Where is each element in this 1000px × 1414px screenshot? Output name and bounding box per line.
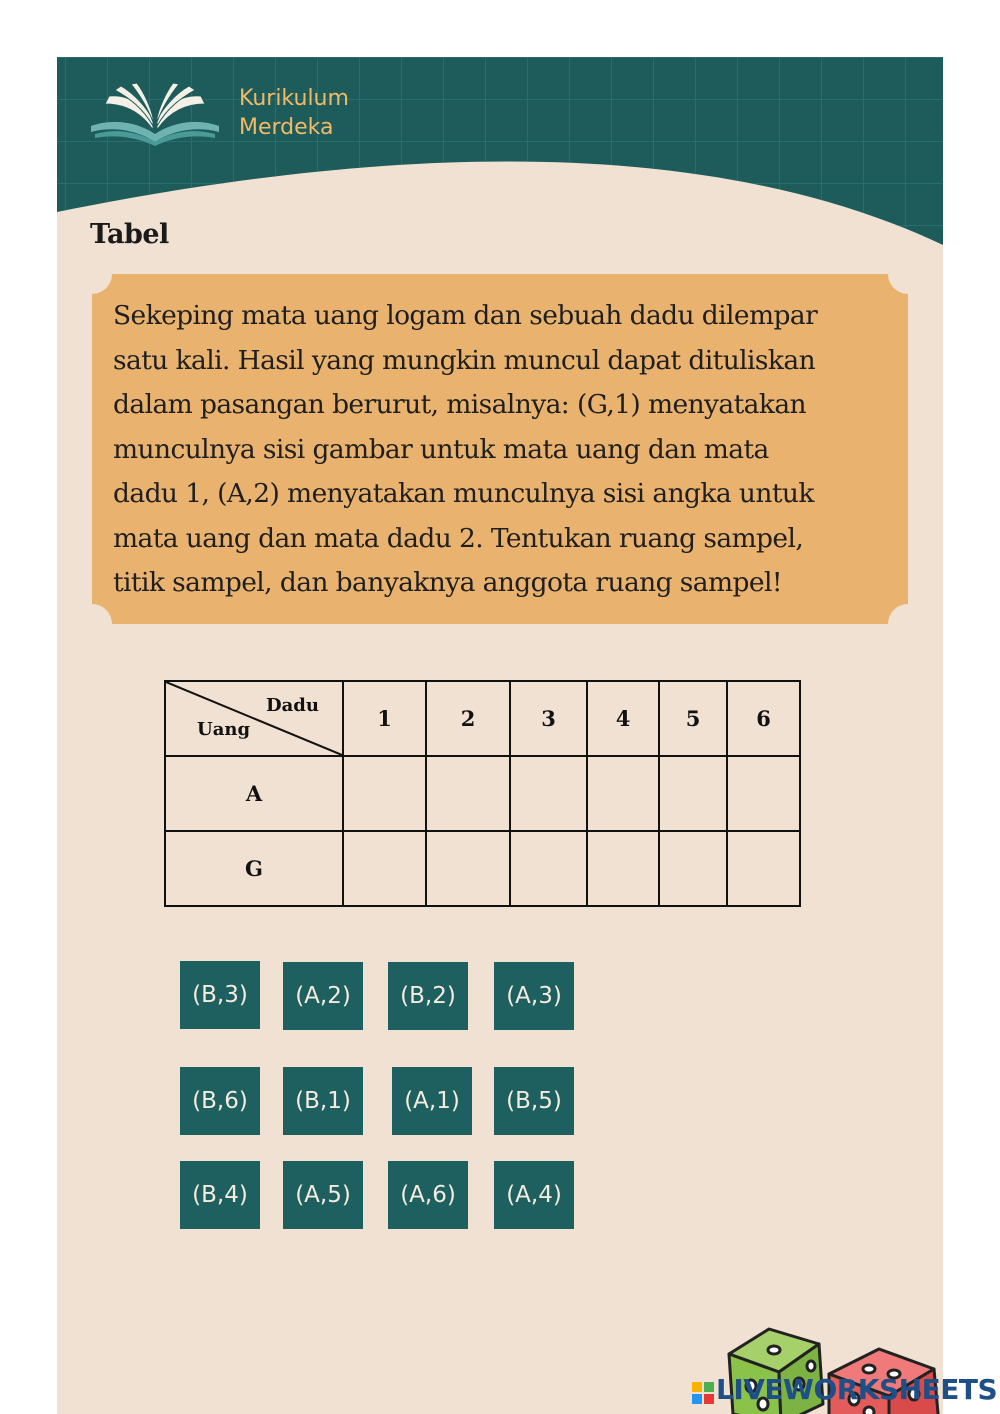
corner-label-uang: Uang [197, 719, 251, 740]
problem-line: mata uang dan mata dadu 2. Tentukan ruang sampel, [113, 522, 804, 554]
answer-chip[interactable]: (B,5) [494, 1067, 574, 1135]
table-header-row [165, 681, 800, 756]
drop-cell[interactable] [587, 756, 659, 831]
diagonal-line [166, 682, 342, 755]
logo-text [239, 84, 349, 142]
answer-chip[interactable]: (A,3) [494, 962, 574, 1030]
drop-cell[interactable] [426, 831, 510, 906]
drop-cell[interactable] [727, 756, 800, 831]
drop-cell[interactable] [343, 756, 426, 831]
column-header: 3 [510, 681, 587, 756]
liveworksheets-logo-icon [692, 1378, 714, 1400]
drop-cell[interactable] [510, 831, 587, 906]
worksheet-page [57, 57, 943, 1414]
table-row [165, 756, 800, 831]
answer-chip[interactable]: (A,2) [283, 962, 363, 1030]
column-header: 2 [426, 681, 510, 756]
problem-line: satu kali. Hasil yang mungkin muncul dapat dituliskan [113, 344, 816, 376]
column-header: 4 [587, 681, 659, 756]
drop-cell[interactable] [426, 756, 510, 831]
problem-line: dalam pasangan berurut, misalnya: (G,1) menyatakan [113, 389, 806, 420]
answer-chip[interactable]: (A,5) [283, 1161, 363, 1229]
problem-box [92, 274, 908, 624]
open-book-logo-icon [89, 82, 221, 146]
table-corner-cell [165, 681, 343, 756]
logo-line-2: Merdeka [239, 115, 334, 140]
drop-cell[interactable] [510, 756, 587, 831]
drop-cell[interactable] [727, 831, 800, 906]
answer-chip[interactable]: (B,2) [388, 962, 468, 1030]
answer-chip[interactable]: (A,6) [388, 1161, 468, 1229]
problem-text [113, 294, 903, 606]
answer-chip[interactable]: (A,4) [494, 1161, 574, 1229]
liveworksheets-watermark [692, 1374, 997, 1404]
sample-space-table [164, 680, 801, 907]
row-header: G [165, 831, 343, 906]
problem-line: dadu 1, (A,2) menyatakan munculnya sisi angka untuk [113, 478, 814, 509]
column-header: 1 [343, 681, 426, 756]
drop-cell[interactable] [659, 756, 727, 831]
drop-cell[interactable] [587, 831, 659, 906]
answer-chip[interactable]: (A,1) [392, 1067, 472, 1135]
drop-cell[interactable] [659, 831, 727, 906]
answer-chip[interactable]: (B,4) [180, 1161, 260, 1229]
corner-label-dadu: Dadu [266, 695, 319, 716]
column-header: 6 [727, 681, 800, 756]
problem-line: munculnya sisi gambar untuk mata uang dan mata [113, 433, 769, 465]
logo-line-1: Kurikulum [239, 86, 349, 111]
answer-chip[interactable]: (B,1) [283, 1067, 363, 1135]
table-row [165, 831, 800, 906]
watermark-text: LIVEWORKSHEETS [716, 1372, 998, 1406]
problem-line: Sekeping mata uang logam dan sebuah dadu dilempar [113, 300, 818, 331]
answer-chip[interactable]: (B,6) [180, 1067, 260, 1135]
column-header: 5 [659, 681, 727, 756]
row-header: A [165, 756, 343, 831]
section-title: Tabel [90, 219, 169, 250]
drop-cell[interactable] [343, 831, 426, 906]
problem-line: titik sampel, dan banyaknya anggota ruang sampel! [113, 567, 782, 598]
answer-chip[interactable]: (B,3) [180, 961, 260, 1029]
